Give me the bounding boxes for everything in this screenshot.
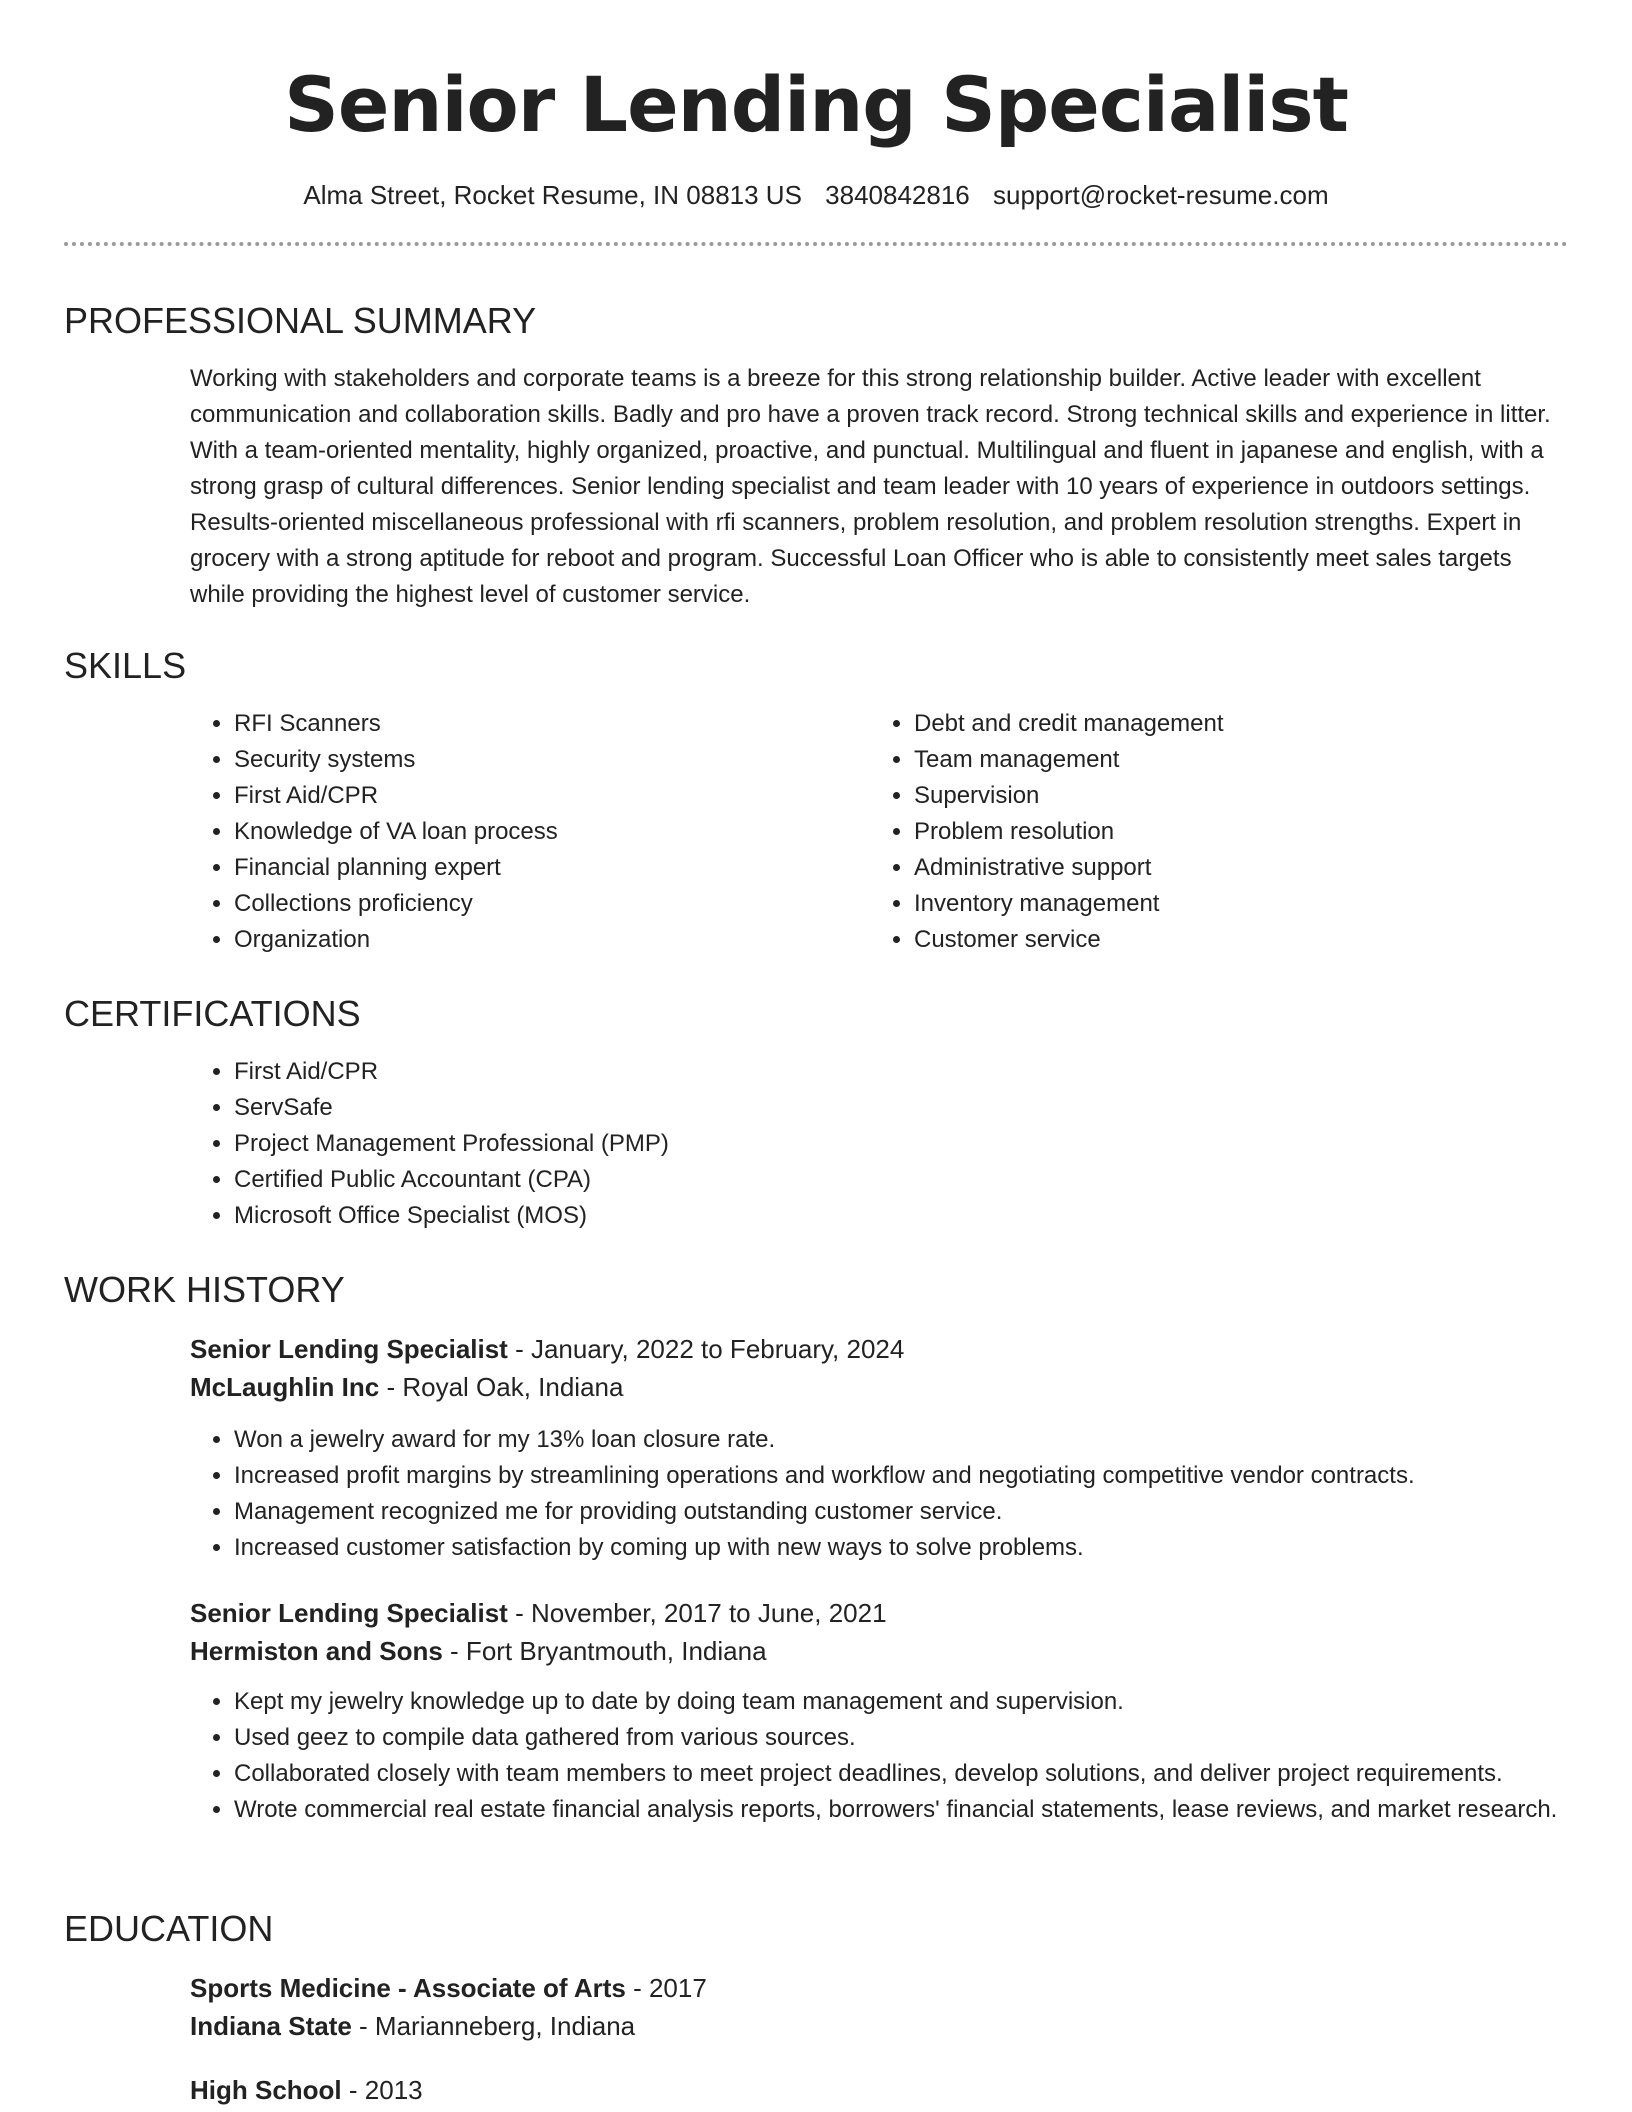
education-degree: High School [190,2075,342,2105]
job-entry [190,1594,1568,1828]
education-entry [190,1969,1568,2045]
skills-column-left [190,706,870,958]
skill-item: • Financial planning expert [234,850,870,886]
certification-item: • Certified Public Accountant (CPA) [234,1162,1568,1198]
skill-item: • Problem resolution [914,814,1550,850]
certification-item: • Project Management Professional (PMP) [234,1126,1568,1162]
certifications-list [190,1054,1568,1234]
skill-item: • Inventory management [914,886,1550,922]
work-section [64,1268,1568,1828]
contact-address: Alma Street, Rocket Resume, IN 08813 US [303,180,802,210]
skills-column-right [870,706,1550,958]
job-title: Senior Lending Specialist [190,1598,508,1628]
skill-item: • Security systems [234,742,870,778]
job-company-line [190,1632,1568,1670]
education-entry [190,2071,1568,2109]
education-degree: Sports Medicine - Associate of Arts [190,1973,626,2003]
skill-item: • First Aid/CPR [234,778,870,814]
job-location: - Royal Oak, Indiana [379,1372,624,1402]
header-divider [64,242,1568,246]
education-school: Indiana State [190,2011,352,2041]
education-heading: EDUCATION [64,1908,274,1949]
education-location: - Marianneberg, Indiana [351,2011,636,2041]
job-bullet: • Won a jewelry award for my 13% loan closure rate. [234,1422,1568,1458]
job-bullet: • Collaborated closely with team members to meet project deadlines, develop solutions, and deliver project requirements. [234,1756,1568,1792]
certifications-list-wrap [190,1054,1568,1234]
resume-page [64,0,1568,2105]
education-school-line [190,2007,1568,2045]
job-company-line [190,1368,1568,1406]
job-bullets [190,1422,1568,1566]
job-dates: - November, 2017 to June, 2021 [507,1598,887,1628]
job-bullets [190,1684,1568,1828]
job-bullet: • Wrote commercial real estate financial analysis reports, borrowers' financial statements, lease reviews, and market research. [234,1792,1568,1828]
skill-item: • Debt and credit management [914,706,1550,742]
job-company: Hermiston and Sons [190,1636,443,1666]
job-bullet: • Increased profit margins by streamlining operations and workflow and negotiating competitive vendor contracts. [234,1458,1568,1494]
certification-item: • Microsoft Office Specialist (MOS) [234,1198,1568,1234]
skills-heading: SKILLS [64,645,187,686]
job-company: McLaughlin Inc [190,1372,380,1402]
contact-phone: 3840842816 [825,180,970,210]
education-section [64,1907,1568,2109]
skill-item: • Team management [914,742,1550,778]
skill-item: • RFI Scanners [234,706,870,742]
skill-item: • Supervision [914,778,1550,814]
job-bullet: • Used geez to compile data gathered from various sources. [234,1720,1568,1756]
skill-item: • Organization [234,922,870,958]
resume-name: Senior Lending Specialist [284,60,1348,149]
job-dates: - January, 2022 to February, 2024 [507,1334,905,1364]
certification-item: • First Aid/CPR [234,1054,1568,1090]
skill-item: • Collections proficiency [234,886,870,922]
certifications-heading: CERTIFICATIONS [64,993,361,1034]
skills-grid [190,706,1568,958]
work-heading: WORK HISTORY [64,1269,345,1310]
summary-text: Working with stakeholders and corporate teams is a breeze for this strong relationship builder. Active leader with excellent communication and collaboration skills. Badly and pro have a proven track record. Strong technical skills and experience in litter. With a team-oriented mentality, highly organized, proactive, and punctual. Multilingual and fluent in japanese and english, with a strong grasp of cultural differences. Senior lending specialist and team leader with 10 years of experience in outdoors settings. Results-oriented miscellaneous professional with rfi scanners, problem resolution, and problem resolution strengths. Expert in grocery with a strong aptitude for reboot and program. Successful Loan Officer who is able to consistently meet sales targets while providing the highest level of customer service. [190,365,1551,608]
job-bullet: • Management recognized me for providing outstanding customer service. [234,1494,1568,1530]
summary-heading: PROFESSIONAL SUMMARY [64,300,537,341]
education-year: - 2017 [625,1973,707,2003]
job-title: Senior Lending Specialist [190,1334,508,1364]
education-degree-line [190,1969,1568,2007]
job-entry [190,1330,1568,1566]
job-bullet: • Kept my jewelry knowledge up to date by doing team management and supervision. [234,1684,1568,1720]
education-degree-line [190,2071,1568,2109]
contact-email: support@rocket-resume.com [993,180,1329,210]
contact-line [64,178,1568,212]
certifications-section [64,992,1568,1234]
job-title-line [190,1330,1568,1368]
job-location: - Fort Bryantmouth, Indiana [442,1636,767,1666]
skill-item: • Customer service [914,922,1550,958]
job-bullet: • Increased customer satisfaction by coming up with new ways to solve problems. [234,1530,1568,1566]
job-title-line [190,1594,1568,1632]
skill-item: • Administrative support [914,850,1550,886]
skills-section [64,644,1568,958]
skill-item: • Knowledge of VA loan process [234,814,870,850]
summary-section [64,299,1568,613]
education-year: - 2013 [341,2075,423,2105]
certification-item: • ServSafe [234,1090,1568,1126]
